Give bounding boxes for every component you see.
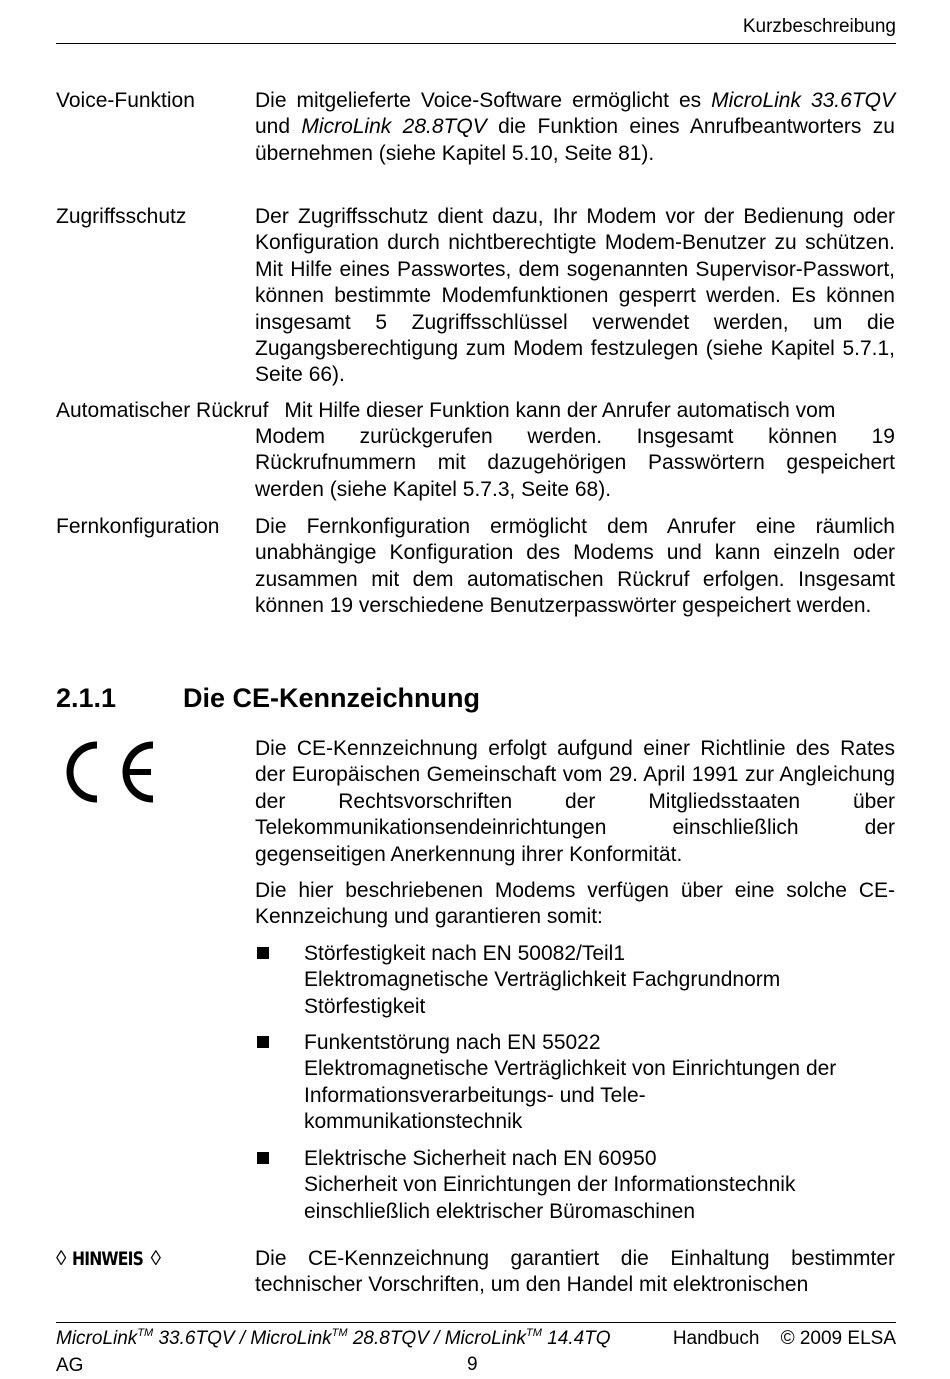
note-text: Die CE-Kennzeichnung garantiert die Einhaltung bestimmter technischer Vorschriften, um den Handel mit elektronischen: [255, 1247, 895, 1297]
term-automatischer-rueckruf: Automatischer Rückruf: [56, 399, 269, 422]
footer-rule: [56, 1322, 896, 1323]
desc-fernkonfiguration: Die Fernkonfiguration ermöglicht dem Anrufer eine räumlich unabhängige Konfiguration des Modems und kann einzeln oder zusammen mit dem automatischen Rückruf erfolgen. Insgesamt können 19 verschiedene Benutzerpasswörter gespeichert werden.: [255, 515, 895, 618]
footer-company-tail: AG: [56, 1355, 84, 1376]
desc-first-line: Mit Hilfe dieser Funktion kann der Anrufer automatisch vom: [284, 399, 836, 422]
list-item: [304, 1146, 896, 1225]
desc-text: Die mitgelieferte Voice-Software ermöglicht es: [255, 89, 712, 112]
feature-automatischer-rueckruf: [56, 398, 896, 424]
note-label: [56, 1246, 161, 1272]
bullet-square-icon: [257, 947, 269, 959]
product-name: MicroLink: [250, 1328, 332, 1349]
list-item-line: einschließlich elektrischer Büromaschinen: [304, 1199, 696, 1223]
list-item-heading: Störfestigkeit nach EN 50082/Teil1: [304, 942, 626, 965]
first-line: [56, 398, 896, 424]
footer-manual: Handbuch: [672, 1328, 760, 1349]
ce-paragraph-1: Die CE-Kennzeichnung erfolgt aufgund einer Richtlinie des Rates der Europäischen Gemeinschaft vom 29. April 1991 zur Angleichung der Rechtsvorschriften der Mitgliedsstaaten über Telekommunikationsendeinrichtungen einschließlich der gegenseitigen Anerkennung ihrer Konformität.: [255, 737, 895, 866]
list-item: [304, 1030, 896, 1136]
desc-zugriffsschutz: Der Zugriffsschutz dient dazu, Ihr Modem vor der Bedienung oder Konfiguration durch nichtberechtigte Modem-Benutzer zu schützen. Mit Hilfe eines Passwortes, dem sogenannten Supervisor-Passwort, können bestimmte Modemfunktionen gesperrt werden. Es können insgesamt 5 Zugriffsschlüssel verwendet werden, um die Zugangsberechtigung zum Modem festzulegen (siehe Kapitel 5.7.1, Seite 66).: [255, 205, 895, 387]
model: 33.6TQV /: [153, 1328, 251, 1349]
product-name: MicroLink: [56, 1328, 138, 1349]
desc-text: und: [255, 115, 302, 139]
list-item-heading: Elektrische Sicherheit nach EN 60950: [304, 1147, 657, 1170]
note-word: HINWEIS: [72, 1248, 144, 1270]
model: 28.8TQV /: [347, 1328, 445, 1349]
list-item-line: Elektromagnetische Verträglichkeit von Einrichtungen der: [304, 1057, 837, 1081]
header-rule: [56, 43, 896, 44]
diamond-icon: ◊: [56, 1247, 67, 1270]
term-voice-funktion: Voice-Funktion: [56, 89, 195, 112]
product-name: MicroLink 28.8TQV: [301, 115, 487, 139]
list-item-line: Sicherheit von Einrichtungen der Informationstechnik: [304, 1173, 796, 1197]
trademark: TM: [331, 1327, 348, 1339]
footer-right: [673, 1327, 896, 1351]
list-item: [304, 941, 896, 1020]
term-fernkonfiguration: Fernkonfiguration: [56, 515, 220, 538]
list-item-heading: Funkentstörung nach EN 55022: [304, 1031, 601, 1054]
list-item-line: kommunikationstechnik: [304, 1110, 523, 1134]
model: 14.4TQ: [541, 1328, 611, 1349]
section-title: Die CE-Kennzeichnung: [183, 683, 481, 713]
list-item-line: Informationsverarbeitungs- und Tele-: [304, 1083, 646, 1107]
footer-copyright: © 2009 ELSA: [780, 1328, 896, 1349]
page-number: 9: [467, 1354, 478, 1375]
term-zugriffsschutz: Zugriffsschutz: [56, 205, 187, 228]
list-item-line: Störfestigkeit: [304, 994, 426, 1018]
section-number: 2.1.1: [56, 683, 117, 713]
product-name: MicroLink 33.6TQV: [711, 89, 895, 112]
diamond-icon: ◊: [150, 1247, 162, 1270]
trademark: TM: [526, 1327, 542, 1339]
page-header: Kurzbeschreibung: [742, 16, 896, 37]
desc-automatischer-rueckruf: Modem zurückgerufen werden. Insgesamt können 19 Rückrufnummern mit dazugehörigen Passwörtern gespeichert werden (siehe Kapitel 5.7.3, Seite 68).: [255, 425, 895, 501]
desc-text: die Funktion eines Anrufbeantworters zu übernehmen (siehe Kapitel 5.10, Seite 81).: [255, 115, 895, 165]
ce-paragraph-2: Die hier beschriebenen Modems verfügen über eine solche CE-Kennzeichung und garantieren somit:: [255, 879, 895, 929]
list-item-line: Elektromagnetische Verträglichkeit Fachgrundnorm: [304, 968, 781, 992]
footer-title: [56, 1328, 611, 1349]
desc-voice-funktion: [255, 88, 895, 167]
trademark: TM: [137, 1327, 154, 1339]
footer: [56, 1327, 896, 1353]
bullet-square-icon: [257, 1036, 269, 1048]
bullet-square-icon: [257, 1152, 269, 1164]
section-heading: [56, 682, 480, 714]
ce-mark-icon: [57, 737, 157, 807]
product-name: MicroLink: [444, 1328, 527, 1349]
